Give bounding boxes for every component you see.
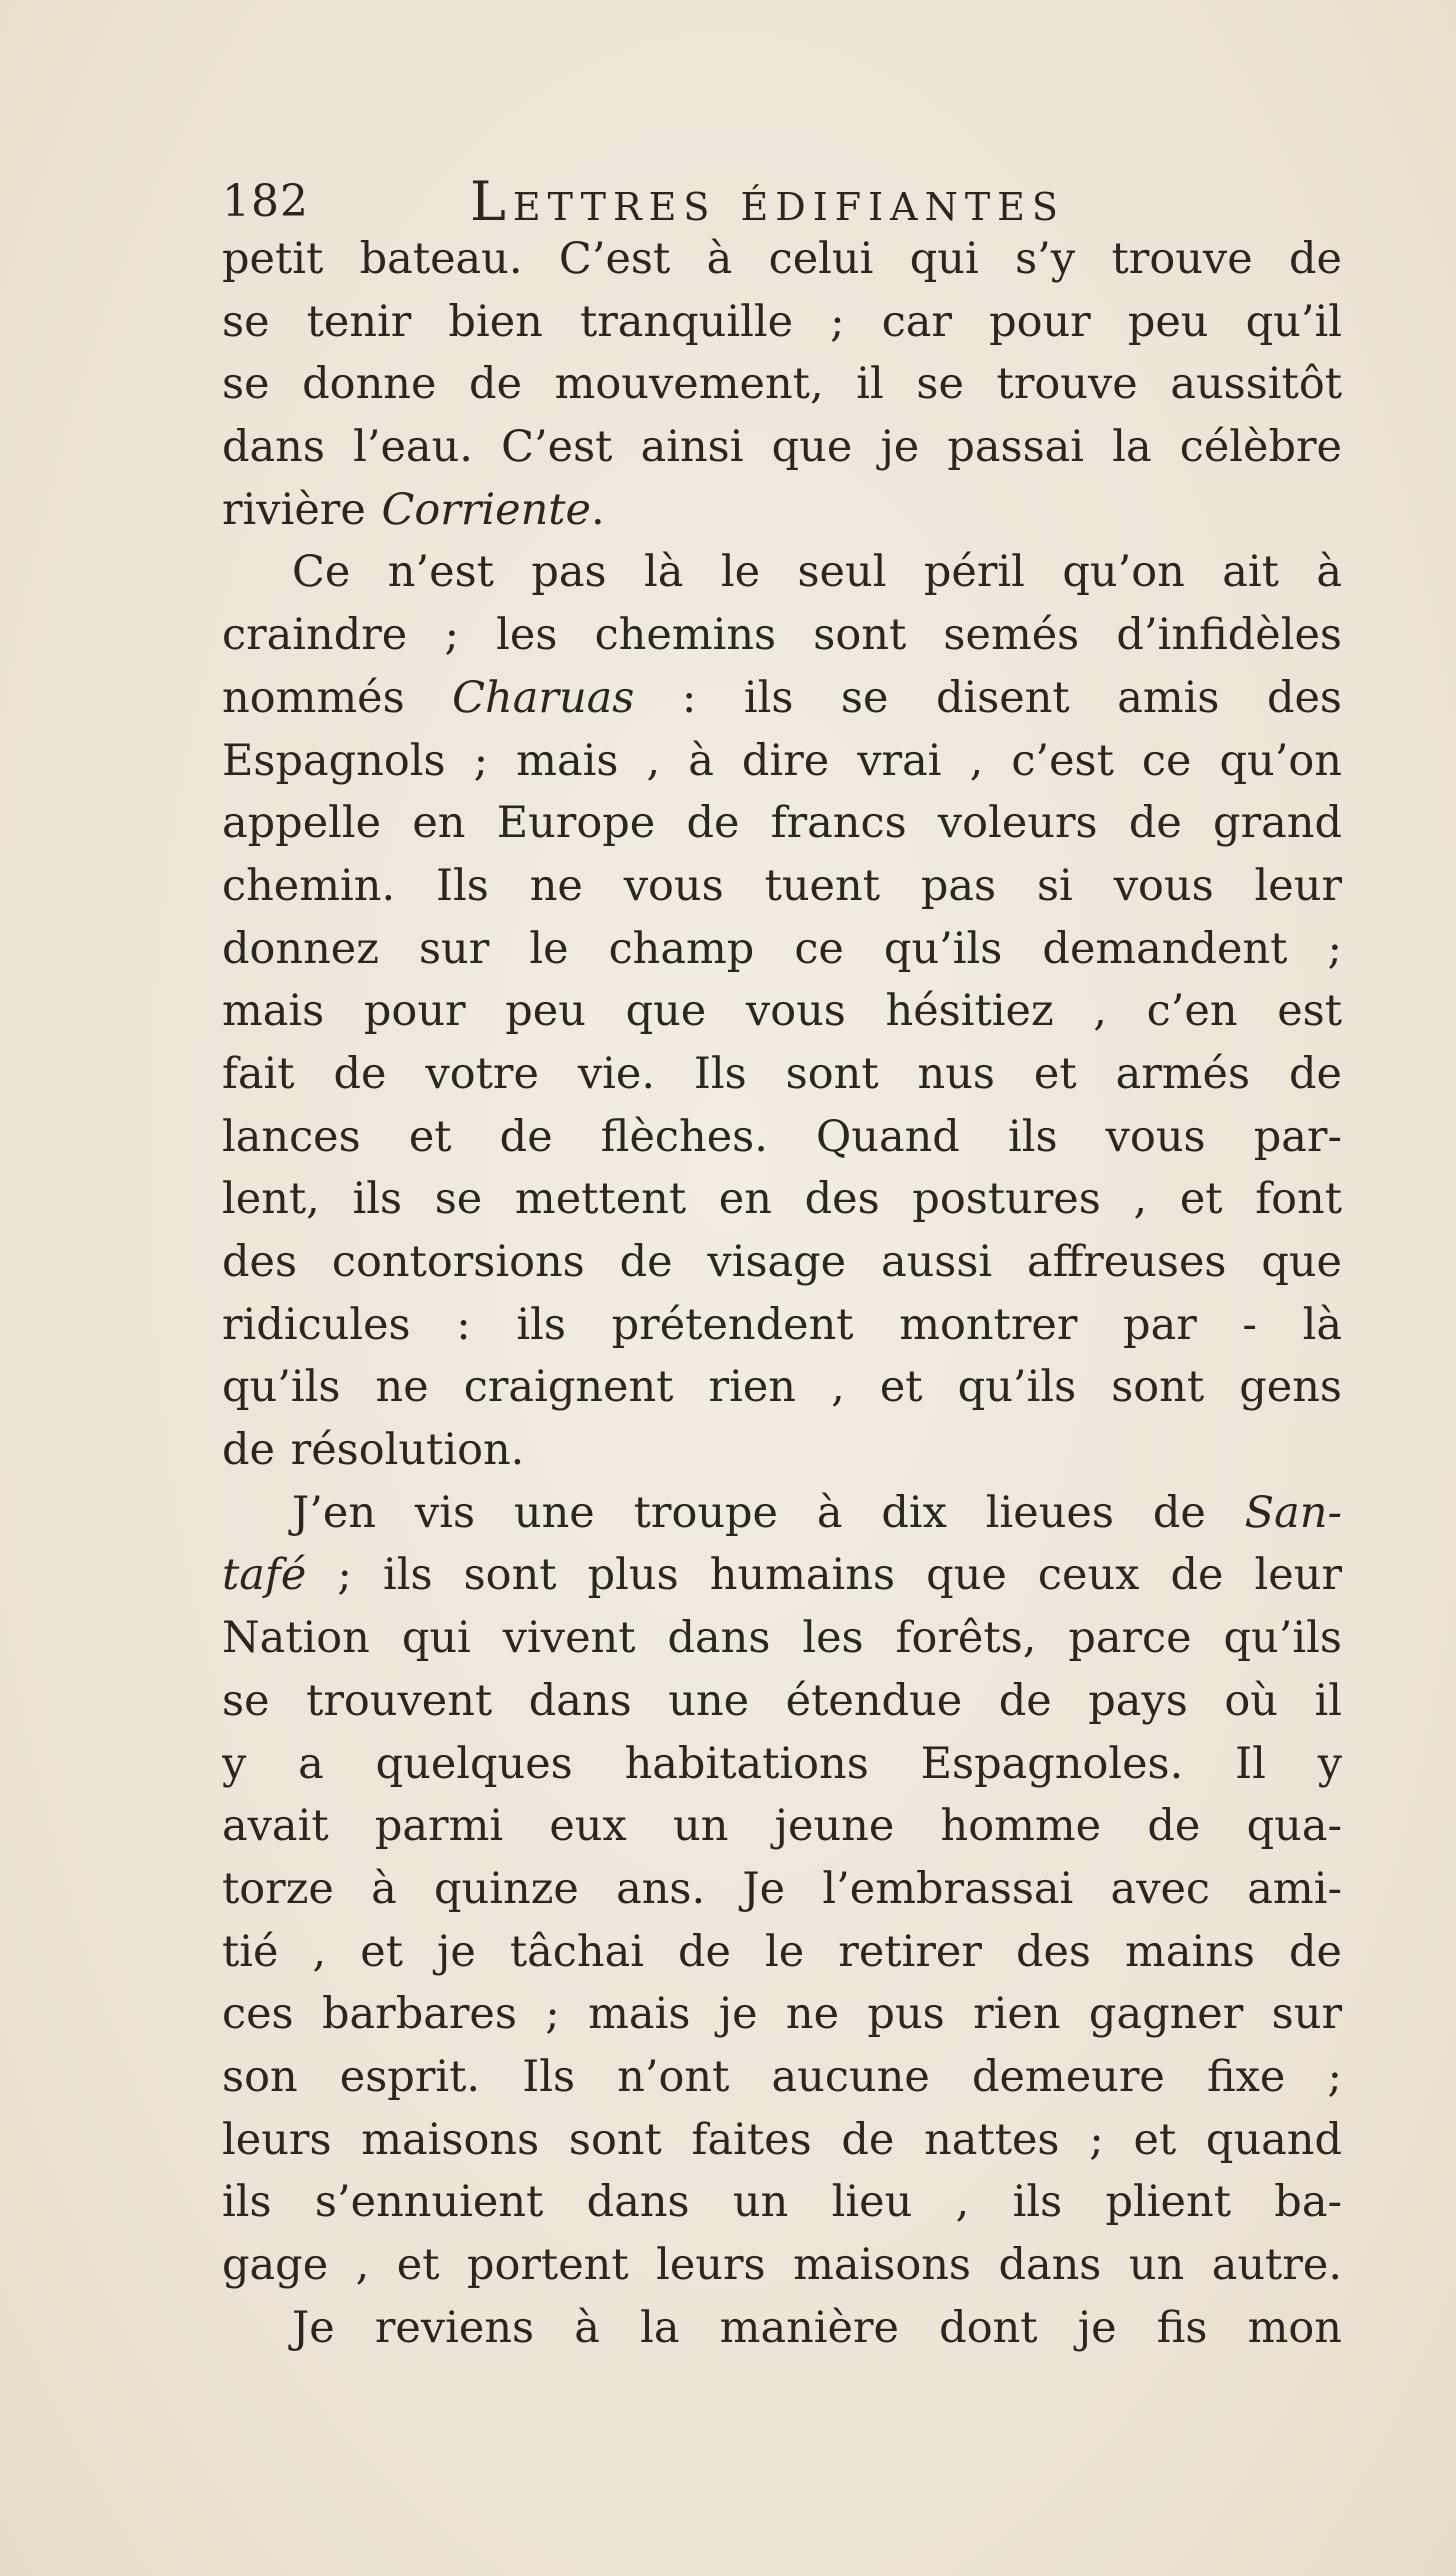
text-line: petit bateau. C’est à celui qui s’y trouve de — [222, 234, 1342, 284]
text-line: lances et de flèches. Quand ils vous par- — [222, 1111, 1342, 1162]
page-number: 182 — [222, 176, 309, 227]
text-line: torze à quinze ans. Je l’embrassai avec ami- — [222, 1863, 1342, 1914]
river-name: Corriente — [381, 484, 592, 535]
text-line: donnez sur le champ ce qu’ils demandent ; — [222, 923, 1342, 974]
text-line: tié , et je tâchai de le retirer des mains de — [222, 1926, 1342, 1977]
text-line: se tenir bien tranquille ; car pour peu qu’il — [222, 296, 1342, 347]
text-line: ils s’ennuient dans un lieu , ils plient ba- — [222, 2177, 1342, 2228]
text-line: des contorsions de visage aussi affreuses que — [222, 1237, 1342, 1287]
text-line: se trouvent dans une étendue de pays où il — [222, 1675, 1342, 1726]
text-line: nommés Charuas : ils se disent amis des — [222, 672, 1342, 723]
text-line: dans l’eau. C’est ainsi que je passai la célèbre — [222, 422, 1342, 473]
text-line: ces barbares ; mais je ne pus rien gagner sur — [222, 1989, 1342, 2040]
text-line: Nation qui vivent dans les forêts, parce qu’ils — [222, 1613, 1342, 1664]
text-line: mais pour peu que vous hésitiez , c’en est — [222, 986, 1342, 1037]
text-line: qu’ils ne craignent rien , et qu’ils sont gens — [222, 1362, 1342, 1413]
text-line: son esprit. Ils n’ont aucune demeure fixe ; — [222, 2051, 1342, 2102]
text-line: de résolution. — [222, 1425, 525, 1476]
text-line: se donne de mouvement, il se trouve aussitôt — [222, 359, 1342, 410]
text-line: rivière Corriente. — [222, 484, 605, 535]
text-line: lent, ils se mettent en des postures , et font — [222, 1174, 1342, 1225]
text-line: avait parmi eux un jeune homme de qua- — [222, 1801, 1342, 1852]
text-line: ridicules : ils prétendent montrer par - là — [222, 1299, 1342, 1350]
tribe-name: Charuas — [452, 672, 635, 723]
place-name: San- — [1244, 1487, 1342, 1538]
text-line: Espagnols ; mais , à dire vrai , c’est ce qu’on — [222, 735, 1342, 786]
text-line: craindre ; les chemins sont semés d’infidèles — [222, 610, 1342, 661]
body-text — [222, 228, 1342, 2353]
paragraph-start: Je reviens à la manière dont je fis mon — [292, 2302, 1342, 2353]
paragraph-start: J’en vis une troupe à dix lieues de San- — [292, 1487, 1342, 1538]
text-line: leurs maisons sont faites de nattes ; et quand — [222, 2114, 1342, 2165]
paragraph-start: Ce n’est pas là le seul péril qu’on ait à — [292, 547, 1342, 598]
text-line: y a quelques habitations Espagnoles. Il y — [222, 1738, 1342, 1789]
text-line: appelle en Europe de francs voleurs de grand — [222, 798, 1342, 849]
text-line: fait de votre vie. Ils sont nus et armés de — [222, 1048, 1342, 1099]
text-line: gage , et portent leurs maisons dans un autre. — [222, 2240, 1342, 2290]
text-line: chemin. Ils ne vous tuent pas si vous leur — [222, 860, 1342, 911]
running-title: Lettres édifiantes — [470, 170, 1065, 233]
text-line: tafé ; ils sont plus humains que ceux de leur — [222, 1550, 1342, 1601]
place-name: tafé — [222, 1550, 307, 1601]
